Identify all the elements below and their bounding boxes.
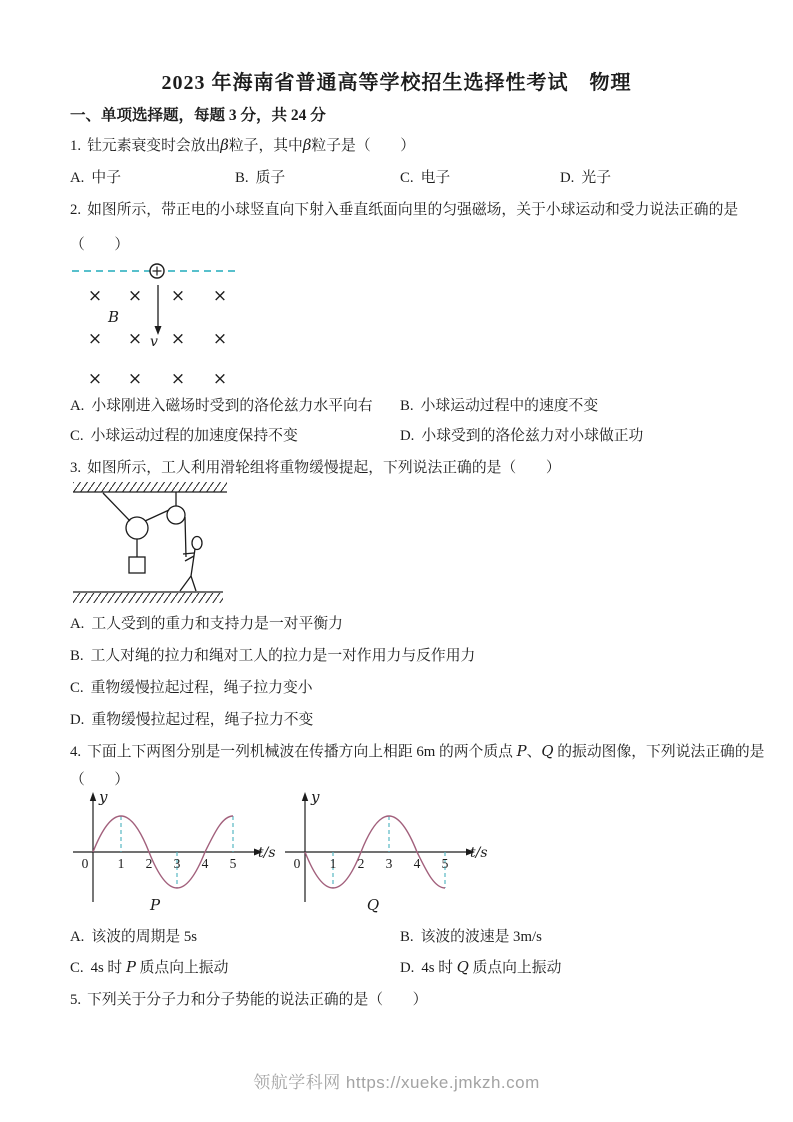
graph-label-p: P [149,896,161,914]
y-axis-label: y [311,788,320,806]
ceiling [73,482,227,492]
question-2 [70,198,738,219]
velocity-label: v [150,334,158,350]
tick-4: 4 [201,856,209,871]
graph-label-q: Q [366,896,380,914]
y-axis-label: y [99,788,108,806]
option-c: C. 小球运动过程的加速度保持不变 [70,428,298,444]
question-3 [70,456,561,477]
question-2-figure-magnetic-field [70,256,250,390]
axes [285,792,475,902]
option-a: A. 小球刚进入磁场时受到的洛伦兹力水平向右 [70,398,373,414]
axes [73,792,263,902]
svg-text:×: × [212,286,228,306]
rope-ceiling-to-movable-pulley [103,493,130,521]
field-label: B [108,308,120,326]
section-heading: 一、单项选择题，每题 3 分，共 24 分 [70,107,326,124]
tick-5: 5 [229,856,237,871]
question-4-number: 4. [70,744,82,760]
option-a: A. 该波的周期是 5s [70,929,198,945]
question-2-options-row1 [70,394,770,415]
question-5-text: 下列关于分子力和分子势能的说法正确的是（ ） [87,992,428,1008]
rope-to-worker [185,517,186,557]
svg-text:×: × [127,286,143,306]
vibration-graph-p [66,788,281,918]
question-3-option-d: D. 重物缓慢拉起过程，绳子拉力不变 [70,712,314,728]
velocity-arrow [155,285,162,335]
question-5-number: 5. [70,992,82,1008]
option-d: D. 4s 时 Q 质点向上振动 [400,959,562,976]
ground [73,592,223,603]
tick-3: 3 [173,856,181,871]
tick-2: 2 [357,856,365,871]
option-b: B. 质子 [235,170,286,186]
vibration-graph-q [278,788,493,918]
question-1-options [70,166,770,187]
svg-text:×: × [87,329,103,349]
x-axis-label: t/s [258,845,276,861]
positive-charge-icon [150,264,164,278]
question-4 [70,740,764,761]
weight [129,539,145,573]
tick-5: 5 [441,856,449,871]
question-1-text: 钍元素衰变时会放出β粒子，其中β粒子是（ ） [87,137,416,154]
tick-3: 3 [385,856,393,871]
option-d: D. 光子 [560,170,611,186]
option-b: B. 小球运动过程中的速度不变 [400,398,599,414]
question-4-paren: （ ） [70,772,130,788]
tick-1: 1 [329,856,337,871]
option-c: C. 4s 时 P 质点向上振动 [70,959,229,976]
rope-movable-to-fixed-pulley [145,510,169,521]
worker-figure [180,537,202,592]
question-3-figure-pulley-system [70,477,240,609]
svg-text:×: × [127,369,143,389]
question-1-number: 1. [70,138,82,154]
svg-text:×: × [127,329,143,349]
watermark: 领航学科网 https://xueke.jmkzh.com [253,1073,540,1092]
question-2-options-row2 [70,424,770,445]
svg-text:×: × [212,369,228,389]
page-title: 2023 年海南省普通高等学校招生选择性考试 物理 [161,72,632,94]
tick-0: 0 [293,856,301,871]
fixed-pulley [167,506,185,524]
question-3-number: 3. [70,460,82,476]
question-2-text: 如图所示，带正电的小球竖直向下射入垂直纸面向里的匀强磁场，关于小球运动和受力说法正确的是 [87,202,739,218]
svg-text:×: × [170,329,186,349]
question-3-option-c: C. 重物缓慢拉起过程，绳子拉力变小 [70,680,313,696]
question-3-text: 如图所示，工人利用滑轮组将重物缓慢提起，下列说法正确的是（ ） [87,460,561,476]
svg-text:×: × [170,369,186,389]
option-a: A. 中子 [70,170,121,186]
question-4-options-row1 [70,925,770,946]
svg-text:×: × [87,286,103,306]
option-d: D. 小球受到的洛伦兹力对小球做正功 [400,428,644,444]
question-4-text: 下面上下两图分别是一列机械波在传播方向上相距 6m 的两个质点 P、Q 的振动图像，下列说法正确的是 [87,743,765,760]
x-axis-label: t/s [470,845,488,861]
option-b: B. 该波的波速是 3m/s [400,929,542,945]
question-1 [70,134,415,155]
question-3-option-b: B. 工人对绳的拉力和绳对工人的拉力是一对作用力与反作用力 [70,648,476,664]
question-5 [70,988,427,1009]
svg-text:×: × [170,286,186,306]
option-c: C. 电子 [400,170,451,186]
tick-0: 0 [81,856,89,871]
question-2-number: 2. [70,202,82,218]
tick-1: 1 [117,856,125,871]
svg-text:×: × [87,369,103,389]
question-4-options-row2 [70,956,770,977]
tick-4: 4 [413,856,421,871]
svg-text:×: × [212,329,228,349]
tick-2: 2 [145,856,153,871]
question-3-option-a: A. 工人受到的重力和支持力是一对平衡力 [70,616,343,632]
question-2-paren: （ ） [70,237,130,253]
movable-pulley [126,517,148,539]
